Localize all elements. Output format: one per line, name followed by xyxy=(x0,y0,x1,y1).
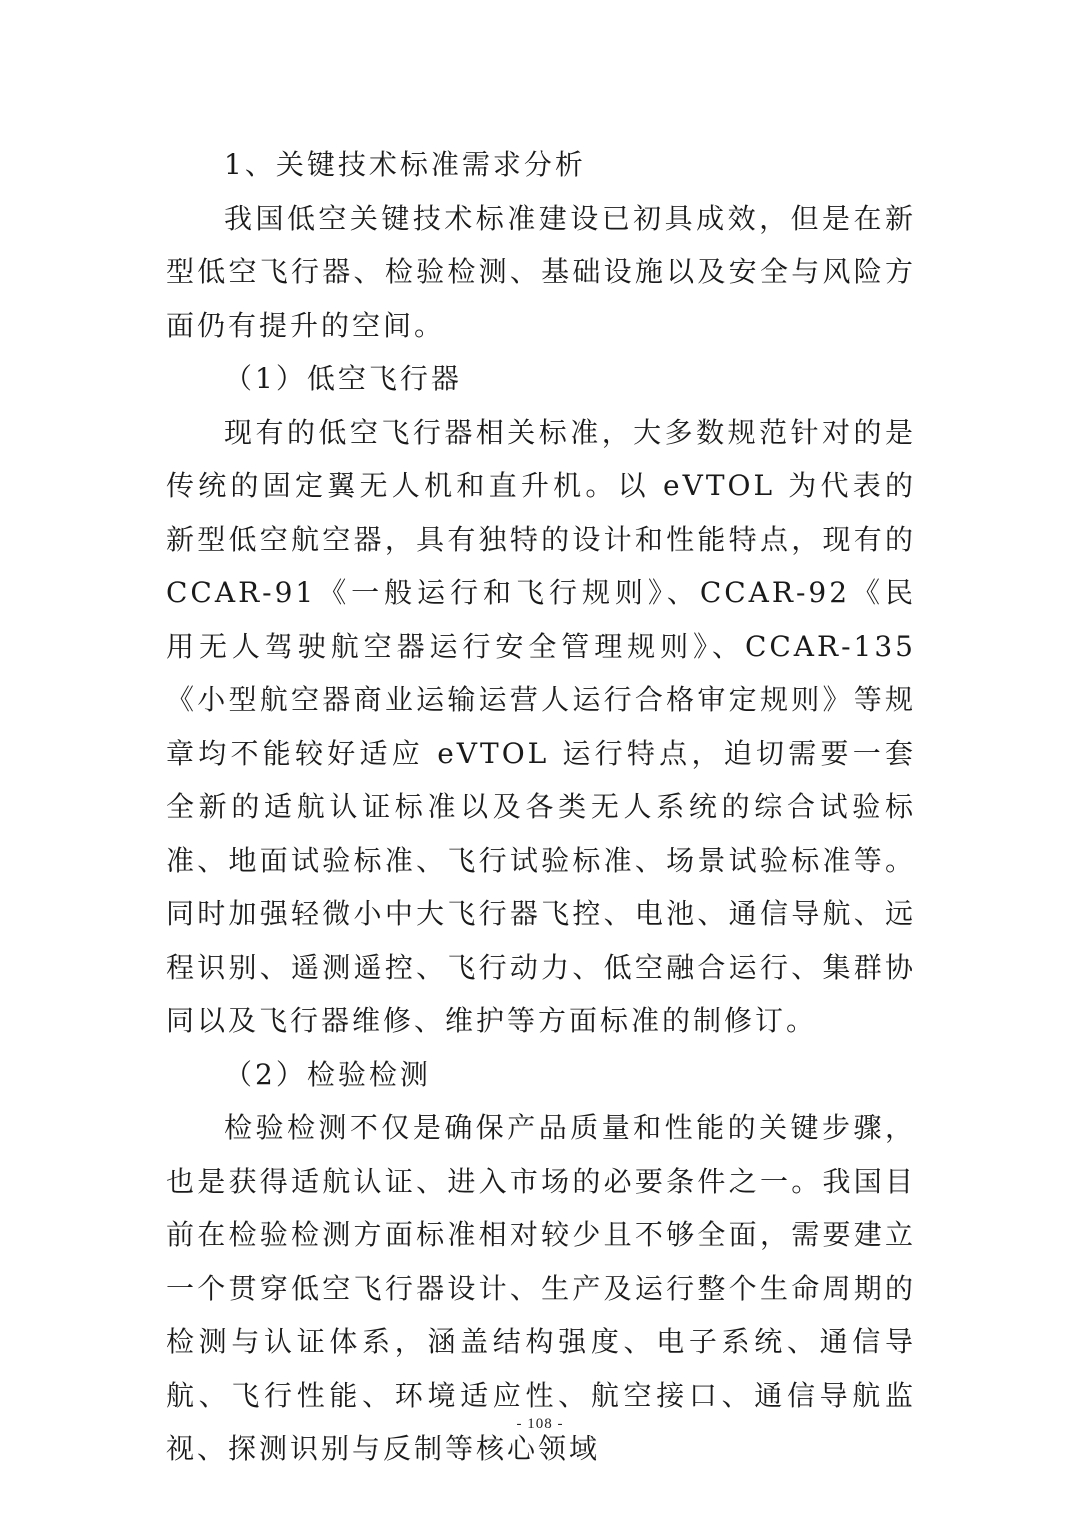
page-number: - 108 - xyxy=(516,1416,564,1432)
subheading-inspection: （2）检验检测 xyxy=(224,1057,431,1091)
inspection-paragraph: 检验检测不仅是确保产品质量和性能的关键步骤，也是获得适航认证、进入市场的必要条件之一。我国目前在检验检测方面标准相对较少且不够全面，需要建立一个贯穿低空飞行器设计、生产及运行整个生命周期的检测与认证体系，涵盖结构强度、电子系统、通信导航、飞行性能、环境适应性、航空接口、通信导航监视、探测识别与反制等核心领域 xyxy=(166,1111,916,1465)
aircraft-paragraph: 现有的低空飞行器相关标准，大多数规范针对的是传统的固定翼无人机和直升机。以 eVTOL 为代表的新型低空航空器，具有独特的设计和性能特点，现有的 CCAR-91《一般运行和飞行规则》、CCAR-92《民用无人驾驶航空器运行安全管理规则》、CCAR-135《小型航空器商业运输运营人运行合格审定规则》等规章均不能较好适应 eVTOL 运行特点，迫切需要一套全新的适航认证标准以及各类无人系统的综合试验标准、地面试验标准、飞行试验标准、场景试验标准等。同时加强轻微小中大飞行器飞控、电池、通信导航、远程识别、遥测遥控、飞行动力、低空融合运行、集群协同以及飞行器维修、维护等方面标准的制修订。 xyxy=(166,415,916,1037)
section-heading: 1、关键技术标准需求分析 xyxy=(224,148,586,181)
subheading-aircraft: （1）低空飞行器 xyxy=(224,362,462,395)
intro-paragraph: 我国低空关键技术标准建设已初具成效，但是在新型低空飞行器、检验检测、基础设施以及安全与风险方面仍有提升的空间。 xyxy=(166,201,916,342)
document-body xyxy=(166,138,916,1476)
